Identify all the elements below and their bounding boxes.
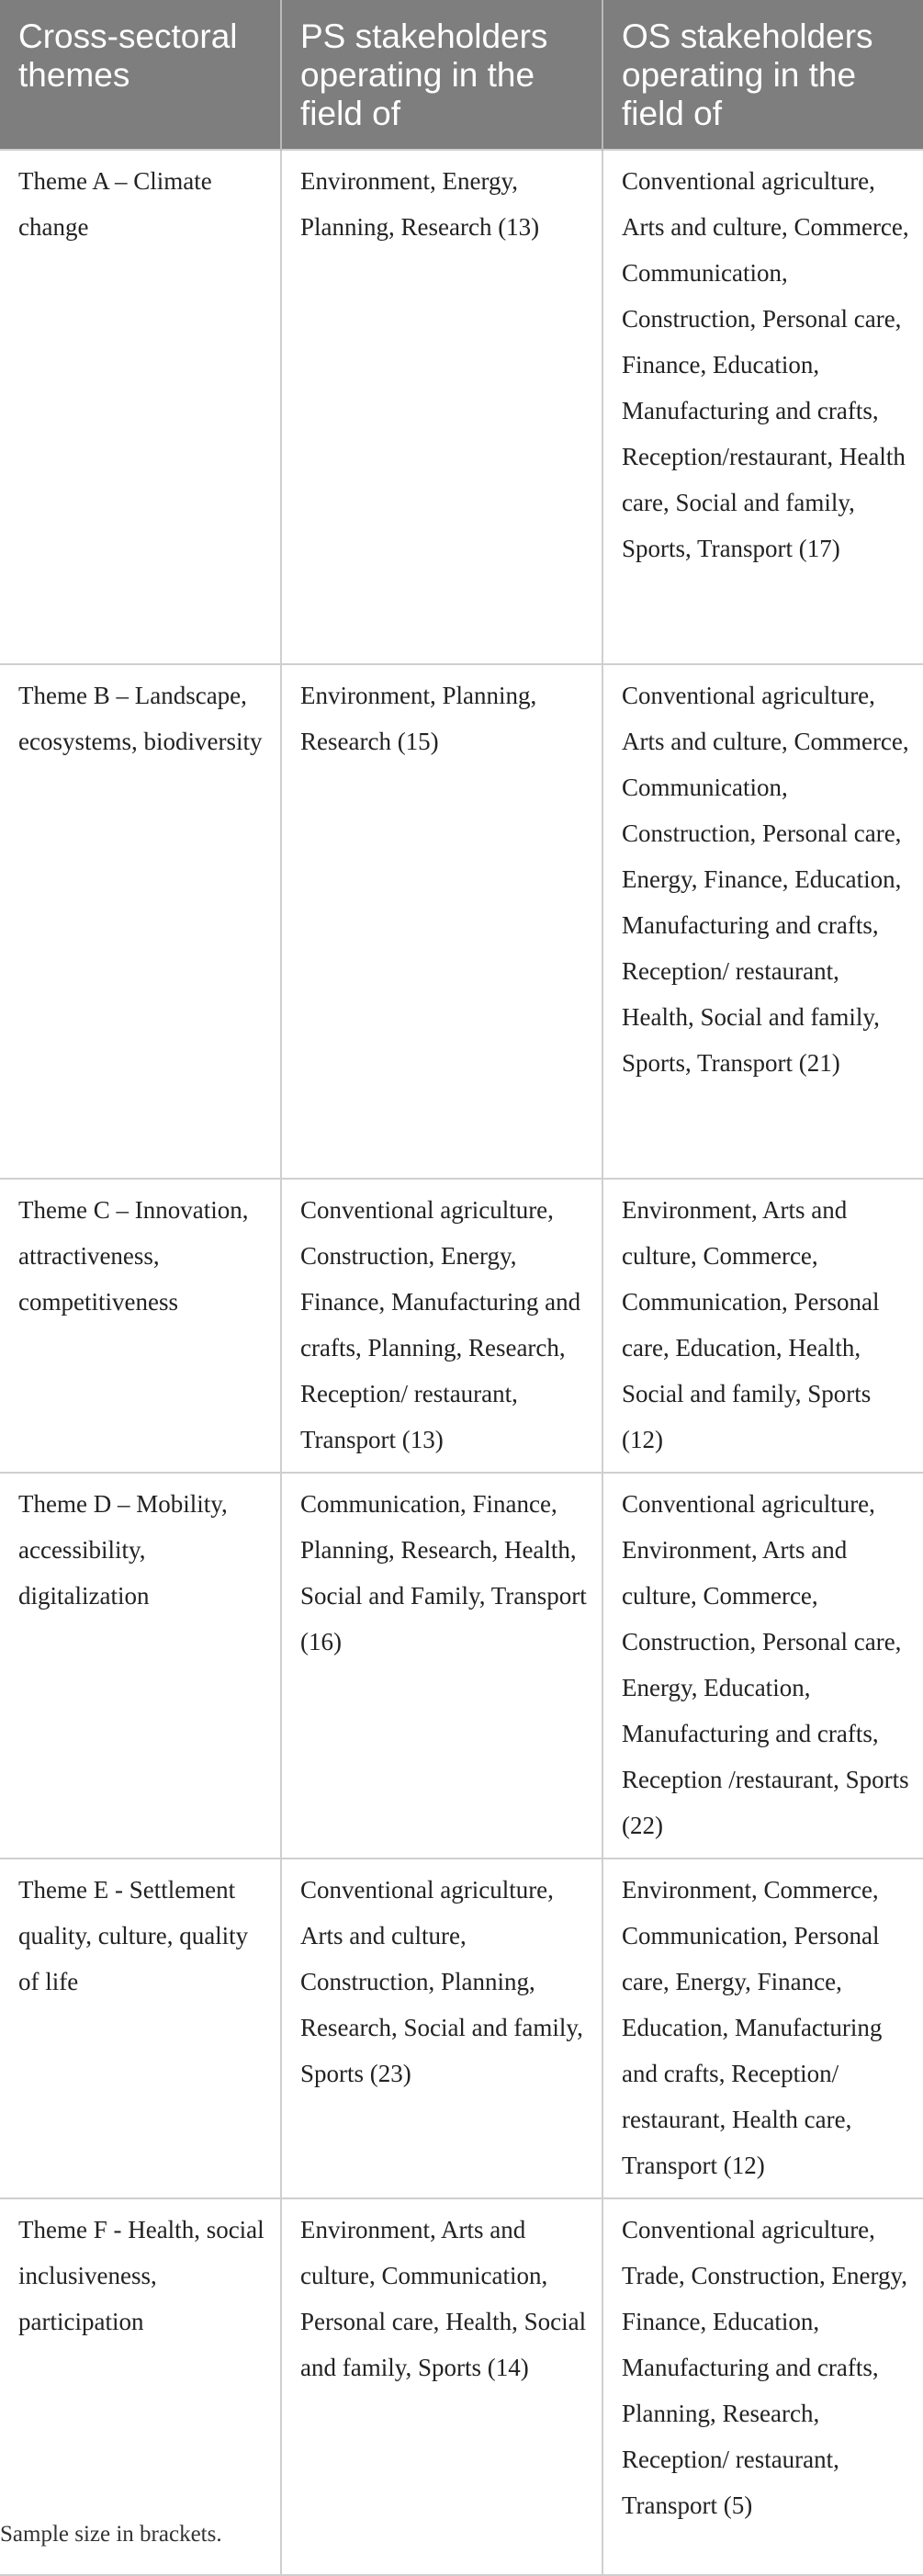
table-body — [0, 150, 923, 2575]
ps-stakeholders-cell: Environment, Energy, Planning, Research (13) — [281, 150, 602, 664]
table-footnote: Sample size in brackets. — [0, 2522, 222, 2547]
os-stakeholders-cell: Environment, Arts and culture, Commerce, Communication, Personal care, Education, Health, Social and family, Sports (12) — [602, 1179, 923, 1473]
table-row — [0, 150, 923, 664]
theme-cell: Theme E - Settlement quality, culture, quality of life — [0, 1859, 281, 2198]
header-os-stakeholders: OS stakeholders operating in the field of — [602, 0, 923, 150]
theme-cell: Theme F - Health, social inclusiveness, participation — [0, 2198, 281, 2575]
ps-stakeholders-cell: Conventional agriculture, Arts and culture, Construction, Planning, Research, Social and family, Sports (23) — [281, 1859, 602, 2198]
ps-stakeholders-cell: Environment, Arts and culture, Communication, Personal care, Health, Social and family, Sports (14) — [281, 2198, 602, 2575]
table-row — [0, 2198, 923, 2575]
table-row — [0, 1859, 923, 2198]
os-stakeholders-cell: Conventional agriculture, Arts and culture, Commerce, Communication, Construction, Personal care, Finance, Education, Manufacturing and crafts, Reception/restaurant, Health care, Social and family, Sports, Transport (17) — [602, 150, 923, 664]
theme-cell: Theme C – Innovation, attractiveness, competitiveness — [0, 1179, 281, 1473]
table-header — [0, 0, 923, 150]
ps-stakeholders-cell: Conventional agriculture, Construction, Energy, Finance, Manufacturing and crafts, Planning, Research, Reception/ restaurant, Transport (13) — [281, 1179, 602, 1473]
ps-stakeholders-cell: Communication, Finance, Planning, Research, Health, Social and Family, Transport (16) — [281, 1473, 602, 1859]
table-row — [0, 1179, 923, 1473]
os-stakeholders-cell: Conventional agriculture, Arts and culture, Commerce, Communication, Construction, Personal care, Energy, Finance, Education, Manufacturing and crafts, Reception/ restaurant, Health, Social and family, Sports, Transport (21) — [602, 664, 923, 1179]
table-row — [0, 1473, 923, 1859]
theme-cell: Theme D – Mobility, accessibility, digitalization — [0, 1473, 281, 1859]
ps-stakeholders-cell: Environment, Planning, Research (15) — [281, 664, 602, 1179]
os-stakeholders-cell: Conventional agriculture, Trade, Construction, Energy, Finance, Education, Manufacturing and crafts, Planning, Research, Reception/ restaurant, Transport (5) — [602, 2198, 923, 2575]
theme-cell: Theme A – Climate change — [0, 150, 281, 664]
table-row — [0, 664, 923, 1179]
header-cross-sectoral-themes: Cross-sectoral themes — [0, 0, 281, 150]
os-stakeholders-cell: Conventional agriculture, Environment, Arts and culture, Commerce, Construction, Personal care, Energy, Education, Manufacturing and crafts, Reception /restaurant, Sports (22) — [602, 1473, 923, 1859]
header-row — [0, 0, 923, 150]
os-stakeholders-cell: Environment, Commerce, Communication, Personal care, Energy, Finance, Education, Manufacturing and crafts, Reception/ restaurant, Health care, Transport (12) — [602, 1859, 923, 2198]
theme-cell: Theme B – Landscape, ecosystems, biodiversity — [0, 664, 281, 1179]
header-ps-stakeholders: PS stakeholders operating in the field of — [281, 0, 602, 150]
